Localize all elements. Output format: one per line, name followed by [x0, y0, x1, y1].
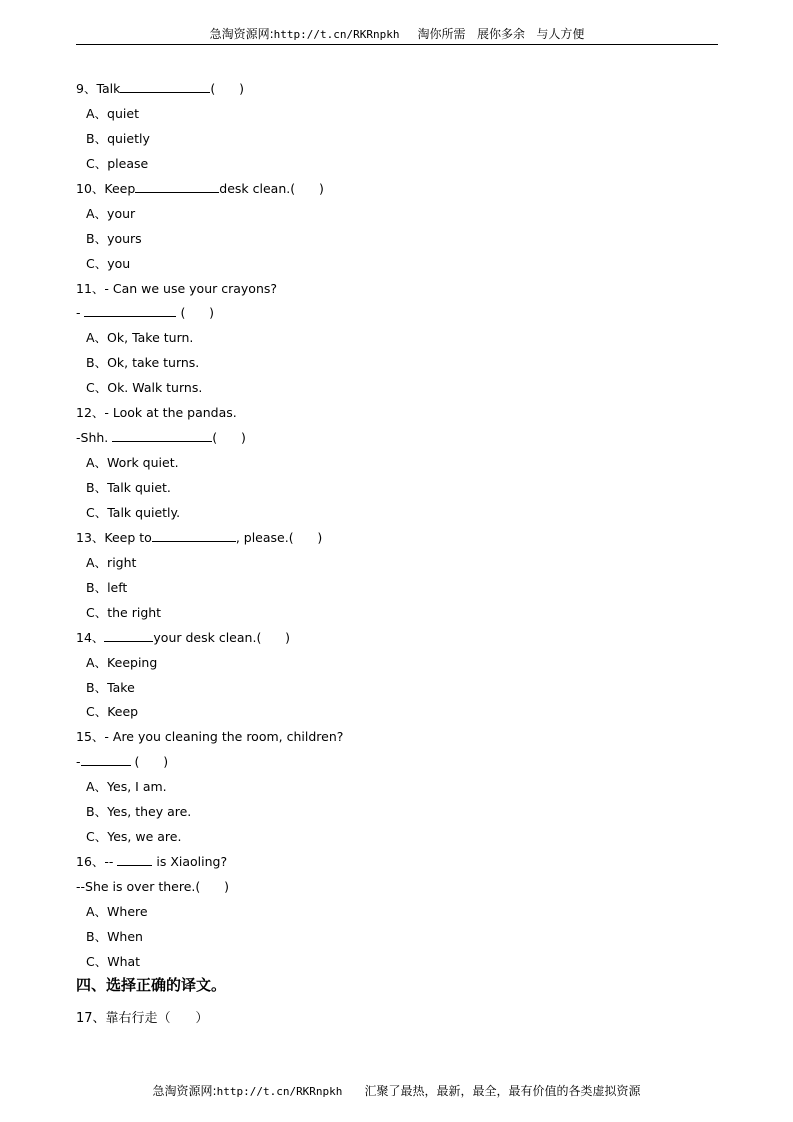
- question-17: [76, 1009, 718, 1031]
- option: B、quietly: [86, 130, 150, 146]
- header-url[interactable]: http://t.cn/RKRnpkh: [273, 28, 400, 41]
- option: A、right: [86, 554, 137, 570]
- question-text: --She is over there.: [76, 879, 196, 894]
- option: B、When: [86, 928, 143, 944]
- option: C、What: [86, 953, 141, 969]
- option: A、your: [86, 205, 136, 221]
- question-text: - Look at the pandas.: [104, 405, 237, 421]
- question-text: 靠右行走: [105, 1010, 158, 1026]
- answer-blank: [104, 629, 153, 642]
- answer-blank: [117, 853, 152, 866]
- footer-slogan: 汇聚了最热，最新，最全，最有价值的各类虚拟资源: [364, 1084, 641, 1098]
- question-16-answer-line: [76, 877, 718, 902]
- answer-blank: [135, 180, 219, 193]
- question-9: [76, 79, 718, 104]
- question-text: -: [76, 754, 81, 770]
- option: B、left: [86, 579, 128, 595]
- header-slogan: 淘你所需 展你多余 与人方便: [417, 27, 585, 41]
- answer-paren: ( ): [212, 430, 246, 446]
- question-14: [76, 628, 718, 653]
- page-footer: [0, 1083, 793, 1100]
- question-number: 11、: [76, 280, 105, 296]
- question-15-answer-line: [76, 752, 718, 777]
- question-text: -: [76, 305, 85, 321]
- footer-url[interactable]: http://t.cn/RKRnpkh: [216, 1085, 343, 1098]
- answer-paren: ( ): [256, 629, 291, 645]
- question-11: [76, 279, 718, 304]
- question-text: - Can we use your crayons?: [104, 280, 278, 296]
- question-number: 9、: [76, 81, 97, 96]
- question-text: -Shh.: [76, 430, 113, 446]
- question-number: 17、: [76, 1010, 106, 1026]
- section-4-title: 四、选择正确的译文。: [76, 975, 227, 994]
- question-text: Talk: [96, 81, 121, 96]
- answer-blank: [84, 304, 176, 317]
- question-text: - Are you cleaning the room, children?: [104, 729, 344, 745]
- question-text: your desk clean.: [153, 629, 257, 645]
- question-text: Keep to: [104, 529, 152, 545]
- option: C、the right: [86, 604, 162, 620]
- question-text: desk clean.: [219, 180, 291, 196]
- option: C、Yes, we are.: [86, 829, 182, 845]
- option: A、Work quiet.: [86, 455, 179, 471]
- question-16: [76, 852, 718, 877]
- answer-blank: [81, 753, 131, 766]
- page-header: [76, 26, 718, 45]
- option: A、Ok, Take turn.: [86, 330, 194, 346]
- option: C、please: [86, 155, 149, 171]
- footer-site: 急淘资源网:: [152, 1084, 217, 1098]
- question-text: , please.: [235, 529, 289, 545]
- question-text: Keep: [104, 180, 136, 196]
- answer-blank: [112, 429, 212, 442]
- option: B、Yes, they are.: [86, 804, 192, 820]
- answer-paren: ( ): [290, 180, 324, 196]
- answer-paren: ( ): [288, 529, 323, 545]
- header-site: 急淘资源网:: [209, 27, 274, 41]
- question-12: [76, 403, 718, 428]
- option: A、Where: [86, 903, 148, 919]
- option: A、Keeping: [86, 654, 158, 670]
- question-list: [76, 79, 718, 1031]
- option: B、Talk quiet.: [86, 480, 171, 495]
- answer-paren: （ ）: [157, 1010, 209, 1026]
- answer-blank: [152, 529, 236, 542]
- answer-blank: [120, 80, 210, 93]
- option: B、Take: [86, 679, 135, 695]
- question-number: 13、: [76, 529, 105, 545]
- option: C、Talk quietly.: [86, 504, 181, 520]
- question-12-answer-line: [76, 428, 718, 453]
- option: B、yours: [86, 230, 142, 246]
- option: C、Ok. Walk turns.: [86, 380, 203, 396]
- question-number: 14、: [76, 629, 105, 645]
- question-13: [76, 528, 718, 553]
- option: A、quiet: [86, 105, 139, 121]
- answer-paren: ( ): [210, 81, 244, 96]
- question-text: --: [104, 854, 118, 870]
- answer-paren: ( ): [180, 305, 215, 321]
- question-number: 10、: [76, 180, 105, 196]
- option: A、Yes, I am.: [86, 779, 167, 795]
- question-10: [76, 179, 718, 204]
- question-11-answer-line: [76, 303, 718, 328]
- option: C、you: [86, 255, 131, 271]
- question-number: 15、: [76, 729, 105, 745]
- question-15: [76, 727, 718, 752]
- answer-paren: ( ): [134, 754, 169, 770]
- option: B、Ok, take turns.: [86, 355, 200, 371]
- question-number: 12、: [76, 405, 105, 421]
- question-number: 16、: [76, 854, 105, 870]
- question-text: is Xiaoling?: [152, 854, 228, 870]
- answer-paren: ( ): [195, 879, 229, 894]
- option: C、Keep: [86, 704, 139, 720]
